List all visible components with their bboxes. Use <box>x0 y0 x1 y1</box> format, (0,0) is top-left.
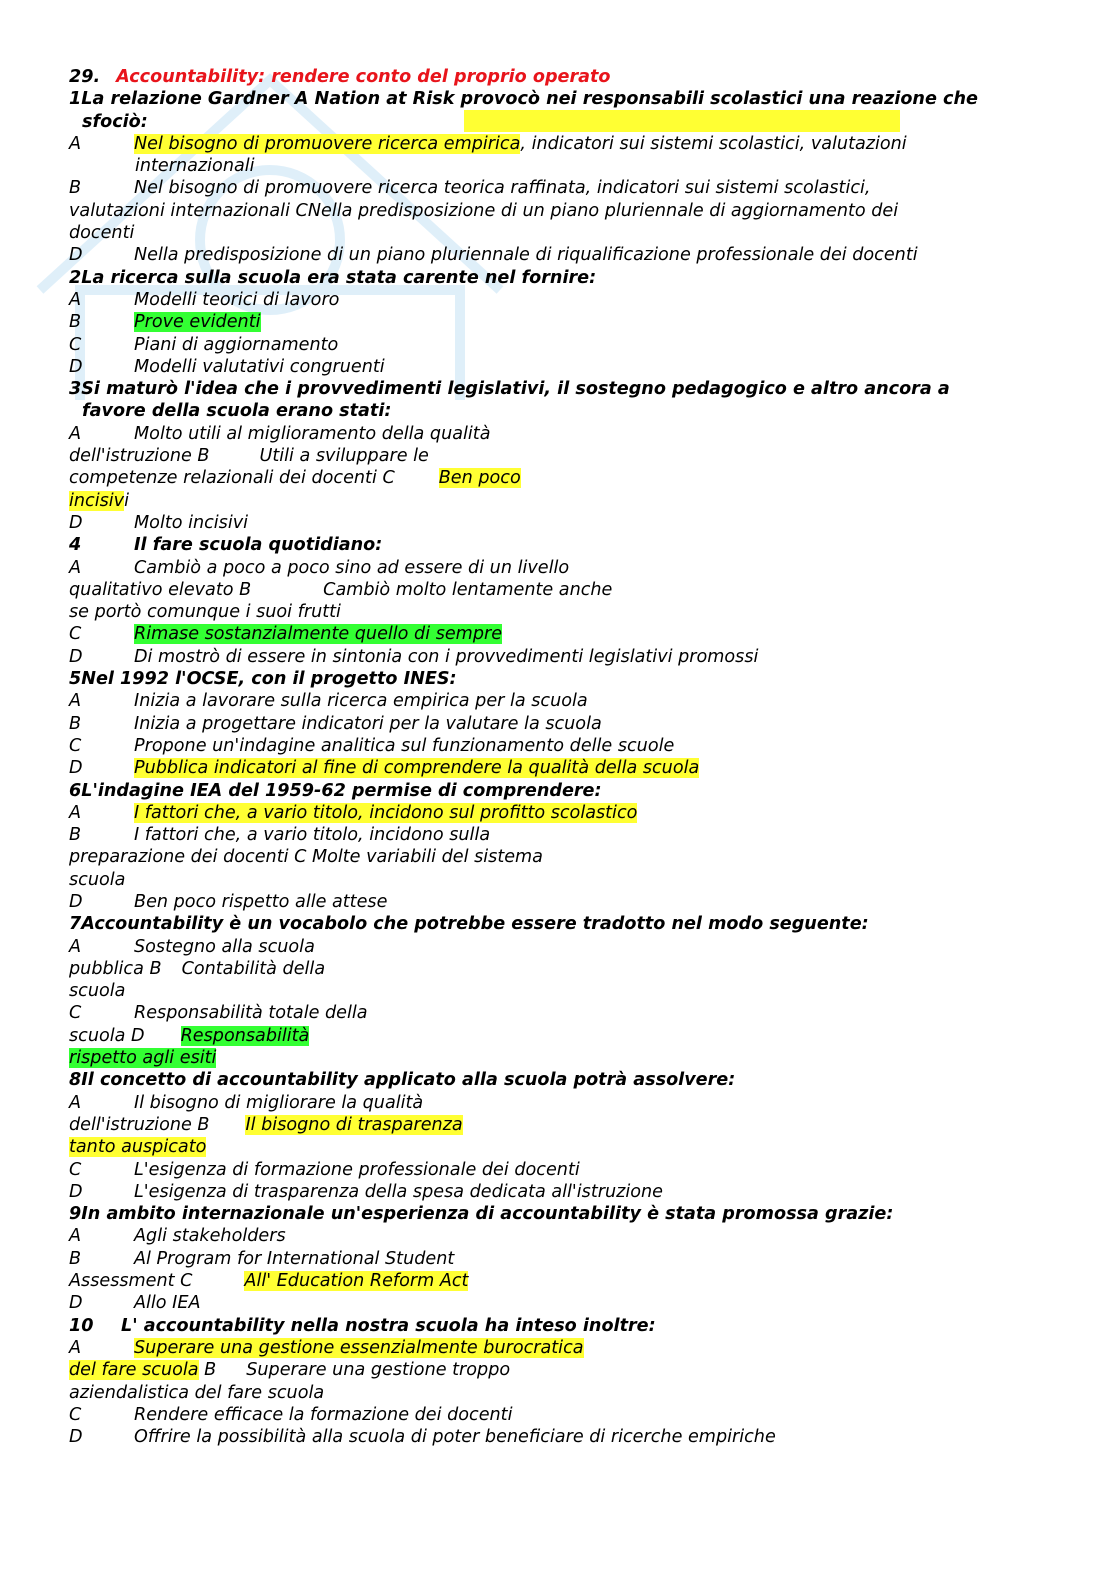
question-text: 1La relazione Gardner A Nation at Risk provocò nei responsabili scolastici una reazione che <box>69 89 978 110</box>
answer-letter: B <box>69 825 82 846</box>
answer-highlight: Il bisogno di trasparenza <box>245 1114 463 1135</box>
question-7 <box>69 913 1049 935</box>
answer-text: Piani di aggiornamento <box>134 334 339 355</box>
answer-text: Di mostrò di essere in sintonia con i provvedimenti legislativi promossi <box>134 646 759 667</box>
question-1-cont <box>69 111 1049 133</box>
answer-text: Assessment C <box>69 1271 193 1292</box>
answer-9D <box>69 1292 1049 1314</box>
answer-8D <box>69 1181 1049 1203</box>
answer-letter: D <box>69 758 83 779</box>
answer-text: Propone un'indagine analitica sul funzionamento delle scuole <box>134 735 675 756</box>
answer-text: Offrire la possibilità alla scuola di poter beneficiare di ricerche empiriche <box>134 1427 776 1448</box>
answer-1A-cont <box>69 155 1049 177</box>
question-text: L' accountability nella nostra scuola ha inteso inoltre: <box>121 1315 656 1336</box>
section-number: 29. <box>69 67 101 87</box>
answer-letter: D <box>69 1293 83 1314</box>
answer-text: Ben poco rispetto alle attese <box>134 891 388 912</box>
answer-10A <box>69 1337 1049 1359</box>
question-text: Il fare scuola quotidiano: <box>134 535 383 556</box>
answer-text: Rendere efficace la formazione dei docenti <box>134 1404 513 1425</box>
answer-letter: B <box>69 178 82 199</box>
question-text: favore della scuola erano stati: <box>82 401 392 422</box>
answer-5A <box>69 690 1049 712</box>
answer-6B-cont2 <box>69 869 1049 891</box>
answer-text: Allo IEA <box>134 1293 201 1314</box>
question-10 <box>69 1315 1049 1337</box>
answer-text: preparazione dei docenti C Molte variabili del sistema <box>69 847 543 868</box>
answer-3C-cont <box>69 490 1049 512</box>
question-5 <box>69 668 1049 690</box>
answer-letter: D <box>69 646 83 667</box>
answer-2B <box>69 311 1049 333</box>
answer-7B-cont <box>69 980 1049 1002</box>
answer-text: Modelli teorici di lavoro <box>134 289 340 310</box>
answer-highlight: rispetto agli esiti <box>69 1048 217 1069</box>
answer-text: scuola <box>69 981 126 1002</box>
answer-text: Cambiò a poco a poco sino ad essere di un livello <box>134 557 570 578</box>
answer-letter: C <box>69 1404 82 1425</box>
answer-letter: C <box>69 334 82 355</box>
question-text: 2La ricerca sulla scuola era stata carente nel fornire: <box>69 267 597 288</box>
answer-text: Utili a sviluppare le <box>259 446 429 467</box>
answer-text: B <box>198 1360 217 1381</box>
answer-1D <box>69 244 1049 266</box>
answer-2D <box>69 356 1049 378</box>
answer-7B <box>69 958 1049 980</box>
answer-letter: A <box>69 557 82 578</box>
answer-3C <box>69 467 1049 489</box>
question-text: sfociò: <box>82 111 148 132</box>
question-1 <box>69 88 1049 110</box>
answer-letter: C <box>69 1003 82 1024</box>
question-8 <box>69 1069 1049 1091</box>
answer-letter: D <box>69 1181 83 1202</box>
answer-10C <box>69 1404 1049 1426</box>
answer-text: pubblica B <box>69 958 162 979</box>
answer-text: internazionali <box>135 156 255 177</box>
answer-letter: A <box>69 1337 82 1358</box>
answer-letter: A <box>69 802 82 823</box>
question-6 <box>69 780 1049 802</box>
answer-text: Superare una gestione troppo <box>246 1360 511 1381</box>
answer-text: scuola D <box>69 1025 145 1046</box>
answer-text: Agli stakeholders <box>134 1226 286 1247</box>
answer-4B-cont <box>69 601 1049 623</box>
question-3 <box>69 378 1049 400</box>
answer-text: L'esigenza di formazione professionale dei docenti <box>134 1159 580 1180</box>
answer-letter: C <box>69 1159 82 1180</box>
answer-letter: D <box>69 891 83 912</box>
answer-highlight: All' Education Reform Act <box>244 1271 469 1292</box>
answer-highlight: tanto auspicato <box>69 1137 207 1158</box>
answer-text: dell'istruzione B <box>69 446 210 467</box>
answer-text: Molto utili al miglioramento della qualità <box>134 423 491 444</box>
answer-highlight: incisiv <box>69 490 125 511</box>
answer-3D <box>69 512 1049 534</box>
answer-highlight: Responsabilità <box>180 1025 310 1046</box>
answer-4B <box>69 579 1049 601</box>
answer-text: I fattori che, a vario titolo, incidono sulla <box>134 825 491 846</box>
answer-7D <box>69 1025 1049 1047</box>
answer-7D-cont <box>69 1047 1049 1069</box>
answer-letter: A <box>69 133 82 154</box>
answer-6B-cont <box>69 846 1049 868</box>
answer-1B-cont2 <box>69 222 1049 244</box>
answer-text: Inizia a lavorare sulla ricerca empirica per la scuola <box>134 691 588 712</box>
answer-text: qualitativo elevato B <box>69 579 252 600</box>
question-number: 10 <box>69 1315 94 1336</box>
answer-letter: D <box>69 356 83 377</box>
answer-text: docenti <box>69 223 135 244</box>
answer-8B-cont <box>69 1136 1049 1158</box>
answer-letter: A <box>69 289 82 310</box>
answer-letter: A <box>69 1092 82 1113</box>
answer-text: Molto incisivi <box>134 512 249 533</box>
answer-4D <box>69 646 1049 668</box>
question-3-cont <box>69 400 1049 422</box>
answer-4C <box>69 623 1049 645</box>
answer-highlight: Rimase sostanzialmente quello di sempre <box>134 624 503 645</box>
answer-6B <box>69 824 1049 846</box>
answer-2A <box>69 289 1049 311</box>
answer-5B <box>69 713 1049 735</box>
answer-highlight: del fare scuola <box>69 1360 199 1381</box>
answer-9B <box>69 1248 1049 1270</box>
answer-letter: D <box>69 245 83 266</box>
answer-highlight: Superare una gestione essenzialmente burocratica <box>134 1337 584 1358</box>
answer-4A <box>69 557 1049 579</box>
answer-text: Modelli valutativi congruenti <box>134 356 385 377</box>
answer-3B <box>69 445 1049 467</box>
answer-highlight: I fattori che, a vario titolo, incidono sul profitto scolastico <box>134 802 638 823</box>
answer-highlight: Pubblica indicatori al fine di comprendere la qualità della scuola <box>134 758 700 779</box>
answer-5C <box>69 735 1049 757</box>
answer-6A <box>69 802 1049 824</box>
answer-highlight: Nel bisogno di promuovere ricerca empirica <box>134 133 521 154</box>
answer-text: Cambiò molto lentamente anche <box>323 579 613 600</box>
question-text: 8Il concetto di accountability applicato alla scuola potrà assolvere: <box>69 1070 736 1091</box>
answer-6D <box>69 891 1049 913</box>
answer-10D <box>69 1426 1049 1448</box>
question-text: 9In ambito internazionale un'esperienza di accountability è stata promossa grazie: <box>69 1204 894 1225</box>
answer-text: , indicatori sui sistemi scolastici, valutazioni <box>520 133 907 154</box>
answer-text: L'esigenza di trasparenza della spesa dedicata all'istruzione <box>134 1181 663 1202</box>
answer-1A <box>69 133 1049 155</box>
question-9 <box>69 1203 1049 1225</box>
answer-letter: D <box>69 1427 83 1448</box>
section-heading <box>69 66 1049 88</box>
answer-8A <box>69 1092 1049 1114</box>
answer-text: Sostegno alla scuola <box>134 936 315 957</box>
answer-1B <box>69 177 1049 199</box>
answer-letter: B <box>69 1248 82 1269</box>
answer-10B-cont <box>69 1382 1049 1404</box>
answer-5D <box>69 757 1049 779</box>
answer-text: Responsabilità totale della <box>134 1003 368 1024</box>
answer-letter: C <box>69 624 82 645</box>
answer-text: Inizia a progettare indicatori per la valutare la scuola <box>134 713 602 734</box>
answer-text: Al Program for International Student <box>134 1248 455 1269</box>
answer-letter: B <box>69 312 82 333</box>
question-text: 3Si maturò l'idea che i provvedimenti legislativi, il sostegno pedagogico e altro ancora a <box>69 379 950 400</box>
answer-text: Contabilità della <box>181 958 326 979</box>
answer-text: se portò comunque i suoi frutti <box>69 602 341 623</box>
answer-text: dell'istruzione B <box>69 1114 210 1135</box>
answer-10B <box>69 1359 1049 1381</box>
answer-letter: C <box>69 735 82 756</box>
question-2 <box>69 267 1049 289</box>
answer-9A <box>69 1225 1049 1247</box>
section-title: Accountability: rendere conto del proprio operato <box>116 67 611 87</box>
answer-text: Nella predisposizione di un piano pluriennale di riqualificazione professionale dei docenti <box>134 245 918 266</box>
answer-2C <box>69 334 1049 356</box>
question-4 <box>69 534 1049 556</box>
answer-8B <box>69 1114 1049 1136</box>
answer-7C <box>69 1002 1049 1024</box>
question-number: 4 <box>69 535 82 556</box>
answer-letter: A <box>69 691 82 712</box>
question-text: 7Accountability è un vocabolo che potrebbe essere tradotto nel modo seguente: <box>69 914 869 935</box>
answer-text: Il bisogno di migliorare la qualità <box>134 1092 424 1113</box>
answer-letter: D <box>69 512 83 533</box>
answer-letter: A <box>69 1226 82 1247</box>
answer-text: scuola <box>69 869 126 890</box>
quiz-document <box>69 66 1049 1448</box>
question-text: 6L'indagine IEA del 1959-62 permise di comprendere: <box>69 780 602 801</box>
answer-highlight: Prove evidenti <box>134 312 261 333</box>
answer-text: aziendalistica del fare scuola <box>69 1382 325 1403</box>
answer-1B-cont <box>69 200 1049 222</box>
answer-text: valutazioni internazionali CNella predisposizione di un piano pluriennale di aggiornamento dei <box>69 200 899 221</box>
answer-highlight: Ben poco <box>438 468 521 489</box>
answer-9C <box>69 1270 1049 1292</box>
answer-text: Nel bisogno di promuovere ricerca teorica raffinata, indicatori sui sistemi scolastici, <box>134 178 871 199</box>
answer-letter: B <box>69 713 82 734</box>
answer-text: competenze relazionali dei docenti C <box>69 468 395 489</box>
question-text: 5Nel 1992 l'OCSE, con il progetto INES: <box>69 669 457 690</box>
answer-8C <box>69 1159 1049 1181</box>
answer-letter: A <box>69 936 82 957</box>
answer-text: i <box>124 490 129 511</box>
answer-7A <box>69 936 1049 958</box>
answer-3A <box>69 423 1049 445</box>
answer-letter: A <box>69 423 82 444</box>
